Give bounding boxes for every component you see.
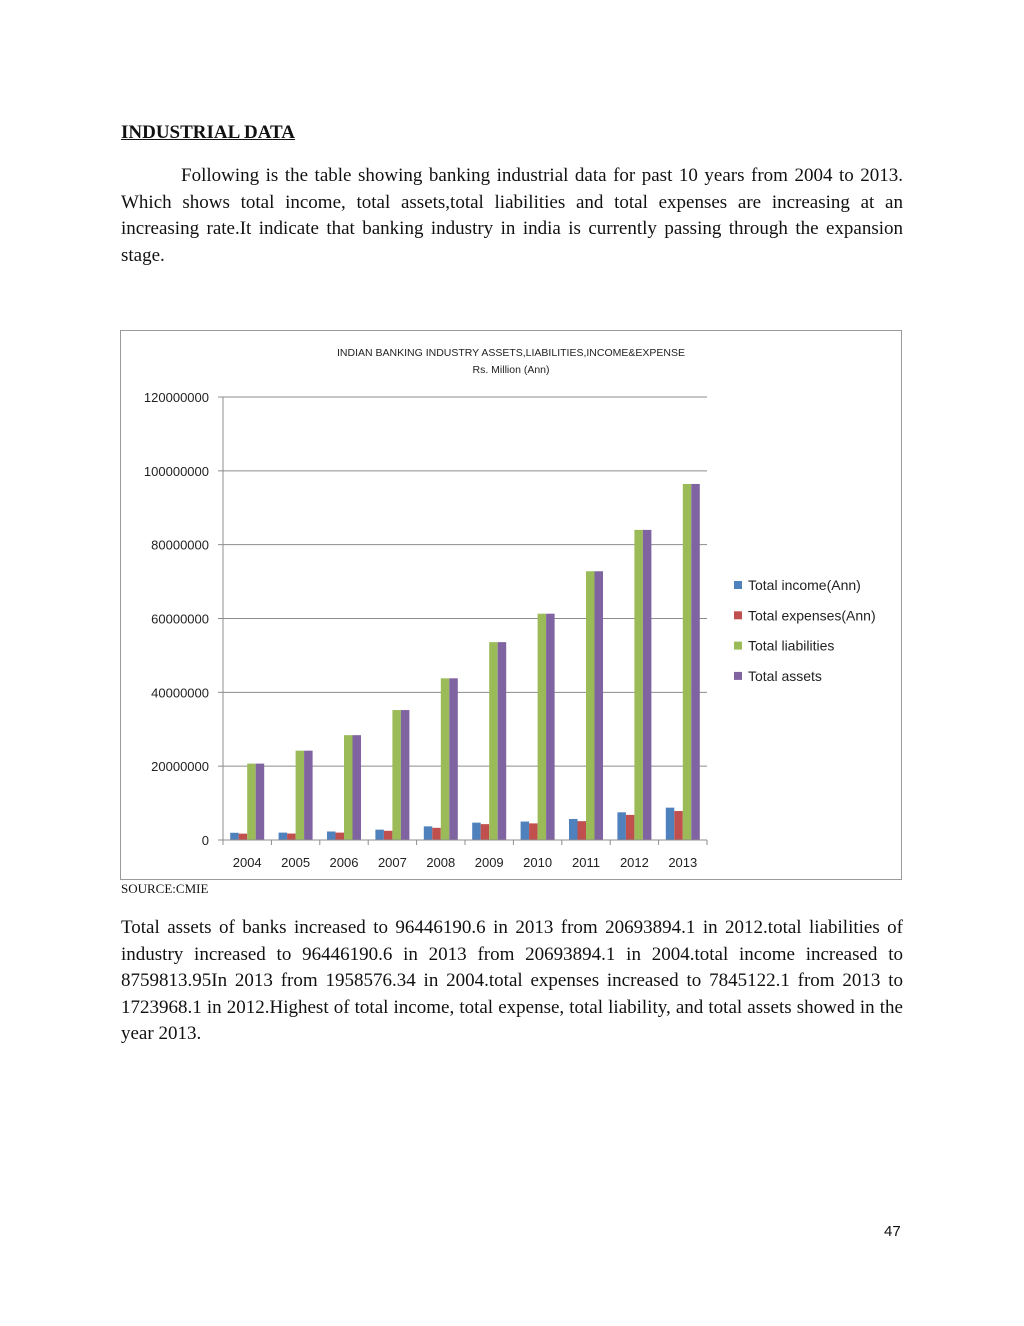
x-tick-label: 2009 <box>474 855 504 870</box>
chart-title: INDIAN BANKING INDUSTRY ASSETS,LIABILITIES,INCOME&EXPENSE <box>337 347 685 359</box>
chart-svg <box>121 331 903 881</box>
chart-subtitle: Rs. Million (Ann) <box>472 364 550 376</box>
bar-total-liabilities-2013 <box>683 484 692 840</box>
bar-total-expenses-ann-2011 <box>578 821 587 840</box>
x-tick-label: 2010 <box>523 855 553 870</box>
legend-swatch <box>734 581 742 589</box>
legend-swatch <box>734 642 742 650</box>
legend-label: Total assets <box>748 667 822 684</box>
y-tick-label: 40000000 <box>151 685 209 701</box>
bar-total-income-ann-2009 <box>472 823 481 840</box>
x-tick-label: 2004 <box>232 855 262 870</box>
bar-total-assets-2011 <box>595 571 604 840</box>
bar-total-liabilities-2007 <box>392 710 401 840</box>
page-number: 47 <box>884 1223 901 1240</box>
y-tick-label: 80000000 <box>151 537 209 553</box>
bar-total-assets-2007 <box>401 710 410 840</box>
bar-total-expenses-ann-2009 <box>481 824 490 840</box>
bar-total-expenses-ann-2005 <box>287 834 296 840</box>
bars <box>230 484 700 840</box>
bar-total-assets-2005 <box>304 751 313 840</box>
y-tick-label: 60000000 <box>151 611 209 627</box>
bar-total-liabilities-2008 <box>441 678 450 840</box>
x-tick-label: 2012 <box>619 855 649 870</box>
y-tick-label: 20000000 <box>151 759 209 775</box>
section-heading: INDUSTRIAL DATA <box>121 122 296 143</box>
bar-total-income-ann-2005 <box>279 833 288 840</box>
y-tick-label: 120000000 <box>143 390 209 405</box>
bar-total-liabilities-2006 <box>344 735 353 840</box>
bar-total-liabilities-2005 <box>296 751 305 840</box>
bar-total-liabilities-2011 <box>586 571 595 840</box>
bar-total-assets-2012 <box>643 530 652 840</box>
bar-total-expenses-ann-2007 <box>384 831 393 840</box>
bar-total-assets-2013 <box>691 484 700 840</box>
x-tick-label: 2011 <box>572 855 600 870</box>
legend-label: Total expenses(Ann) <box>748 607 876 624</box>
legend-swatch <box>734 611 742 619</box>
legend <box>734 577 876 684</box>
bar-total-assets-2009 <box>498 642 507 840</box>
y-tick-label: 100000000 <box>143 463 209 479</box>
axes <box>144 390 707 870</box>
bar-total-income-ann-2010 <box>521 822 530 840</box>
x-tick-label: 2007 <box>377 855 407 870</box>
bar-total-expenses-ann-2008 <box>432 828 441 840</box>
bar-total-expenses-ann-2006 <box>336 833 345 840</box>
bar-total-assets-2004 <box>256 764 265 840</box>
x-tick-label: 2006 <box>329 855 359 870</box>
bar-chart <box>120 330 902 880</box>
bar-total-expenses-ann-2012 <box>626 815 635 840</box>
bar-total-income-ann-2004 <box>230 833 239 840</box>
intro-paragraph: Following is the table showing banking industrial data for past 10 years from 2004 to 2013. Which shows total income, total assets,total liabilities and total expenses are increasing at an increasing rate.It indicate that banking industry in india is currently passing through the expansion stage. <box>121 165 903 266</box>
bar-total-liabilities-2012 <box>634 530 643 840</box>
bar-total-expenses-ann-2004 <box>239 834 248 840</box>
bar-total-assets-2008 <box>449 678 458 840</box>
x-tick-label: 2013 <box>668 855 698 870</box>
bar-total-income-ann-2012 <box>617 812 626 840</box>
legend-label: Total income(Ann) <box>748 577 861 593</box>
legend-label: Total liabilities <box>748 637 835 654</box>
summary-paragraph: Total assets of banks increased to 96446190.6 in 2013 from 20693894.1 in 2012.total liabilities of industry increased to 96446190.6 in 2013 from 20693894.1 in 2004.total income increased to 8759813.95In 2013 from 1958576.34 in 2004.total expenses increased to 7845122.1 from 2013 to 1723968.1 in 2012.Highest of total income, total expense, total liability, and total assets showed in the year 2013. <box>121 917 903 1044</box>
bar-total-income-ann-2013 <box>666 808 675 840</box>
legend-swatch <box>734 672 742 680</box>
bar-total-assets-2006 <box>353 735 362 840</box>
x-tick-label: 2008 <box>426 855 456 870</box>
bar-total-expenses-ann-2010 <box>529 823 538 840</box>
bar-total-liabilities-2009 <box>489 642 498 840</box>
y-tick-label: 0 <box>201 833 209 848</box>
bar-total-liabilities-2010 <box>538 614 547 840</box>
bar-total-income-ann-2007 <box>375 830 384 840</box>
bar-total-assets-2010 <box>546 614 555 840</box>
bar-total-income-ann-2008 <box>424 826 433 840</box>
bar-total-income-ann-2011 <box>569 819 578 840</box>
source-note: SOURCE:CMIE <box>121 881 209 896</box>
x-tick-label: 2005 <box>281 855 311 870</box>
bar-total-income-ann-2006 <box>327 832 336 840</box>
bar-total-expenses-ann-2013 <box>674 811 683 840</box>
bar-total-liabilities-2004 <box>247 764 256 840</box>
